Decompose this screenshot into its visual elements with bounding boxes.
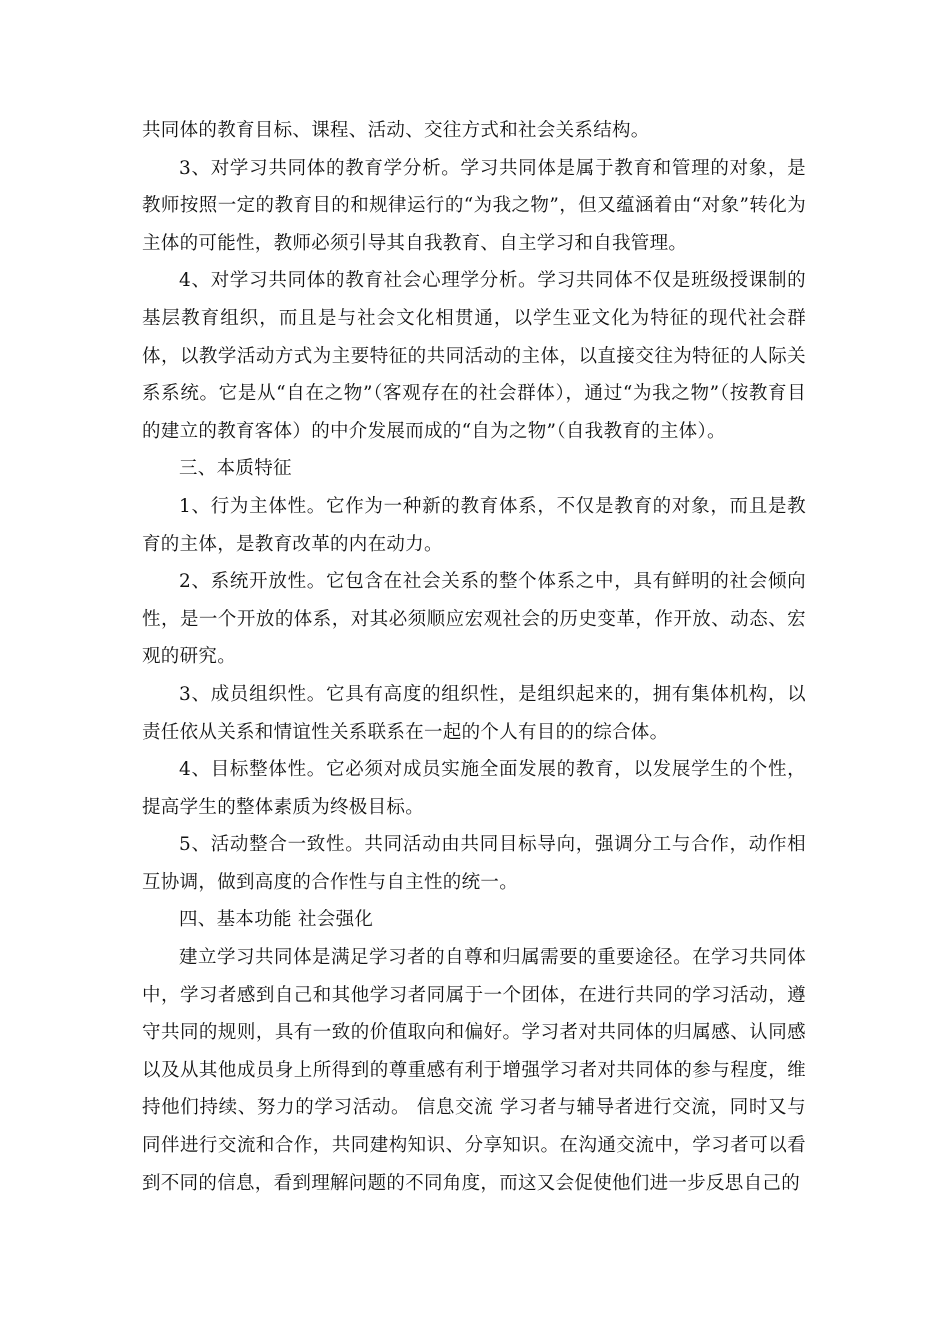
section-heading-4: 四、基本功能 社会强化 [179,909,374,931]
paragraph-feature-4: 4、目标整体性。它必须对成员实施全面发展的教育，以发展学生的个性，提高学生的整体素质为终极目标。 [142,759,806,818]
paragraph-feature-5: 5、活动整合一致性。共同活动由共同目标导向，强调分工与合作，动作相互协调，做到高度的合作性与自主性的统一。 [142,834,806,893]
paragraph-feature-3: 3、成员组织性。它具有高度的组织性，是组织起来的，拥有集体机构，以责任依从关系和情谊性关系联系在一起的个人有目的的综合体。 [142,683,806,743]
paragraph-item-3: 3、对学习共同体的教育学分析。学习共同体是属于教育和管理的对象，是教师按照一定的教育目的和规律运行的“为我之物”，但又蕴涵着由“对象”转化为主体的可能性，教师必须引导其自我教育、自主学习和自我管理。 [142,157,806,254]
paragraph-function: 建立学习共同体是满足学习者的自尊和归属需要的重要途径。在学习共同体中，学习者感到自己和其他学习者同属于一个团体，在进行共同的学习活动，遵守共同的规则，具有一致的价值取向和偏好。学习者对共同体的归属感、认同感以及从其他成员身上所得到的尊重感有利于增强学习者对共同体的参与程度，维持他们持续、努力的学习活动。 信息交流 学习者与辅导者进行交流，同时又与同伴进行交流和合作，共同建构知识、分享知识。在沟通交流中，学习者可以看到不同的信息，看到理解问题的不同角度，而这又会促使他们进一步反思自己的 [142,947,806,1194]
paragraph-continuation: 共同体的教育目标、课程、活动、交往方式和社会关系结构。 [142,120,650,141]
document-body [142,112,806,1202]
paragraph-feature-2: 2、系统开放性。它包含在社会关系的整个体系之中，具有鲜明的社会倾向性，是一个开放的体系，对其必须顺应宏观社会的历史变革，作开放、动态、宏观的研究。 [142,571,806,668]
paragraph-feature-1: 1、行为主体性。它作为一种新的教育体系，不仅是教育的对象，而且是教育的主体，是教育改革的内在动力。 [142,495,806,555]
paragraph-item-4: 4、对学习共同体的教育社会心理学分析。学习共同体不仅是班级授课制的基层教育组织，而且是与社会文化相贯通，以学生亚文化为特征的现代社会群体，以教学活动方式为主要特征的共同活动的主体，以直接交往为特征的人际关系系统。它是从“自在之物”（客观存在的社会群体），通过“为我之物”（按教育目的建立的教育客体）的中介发展而成的“自为之物”（自我教育的主体）。 [142,270,806,442]
section-heading-3: 三、本质特征 [179,458,292,480]
